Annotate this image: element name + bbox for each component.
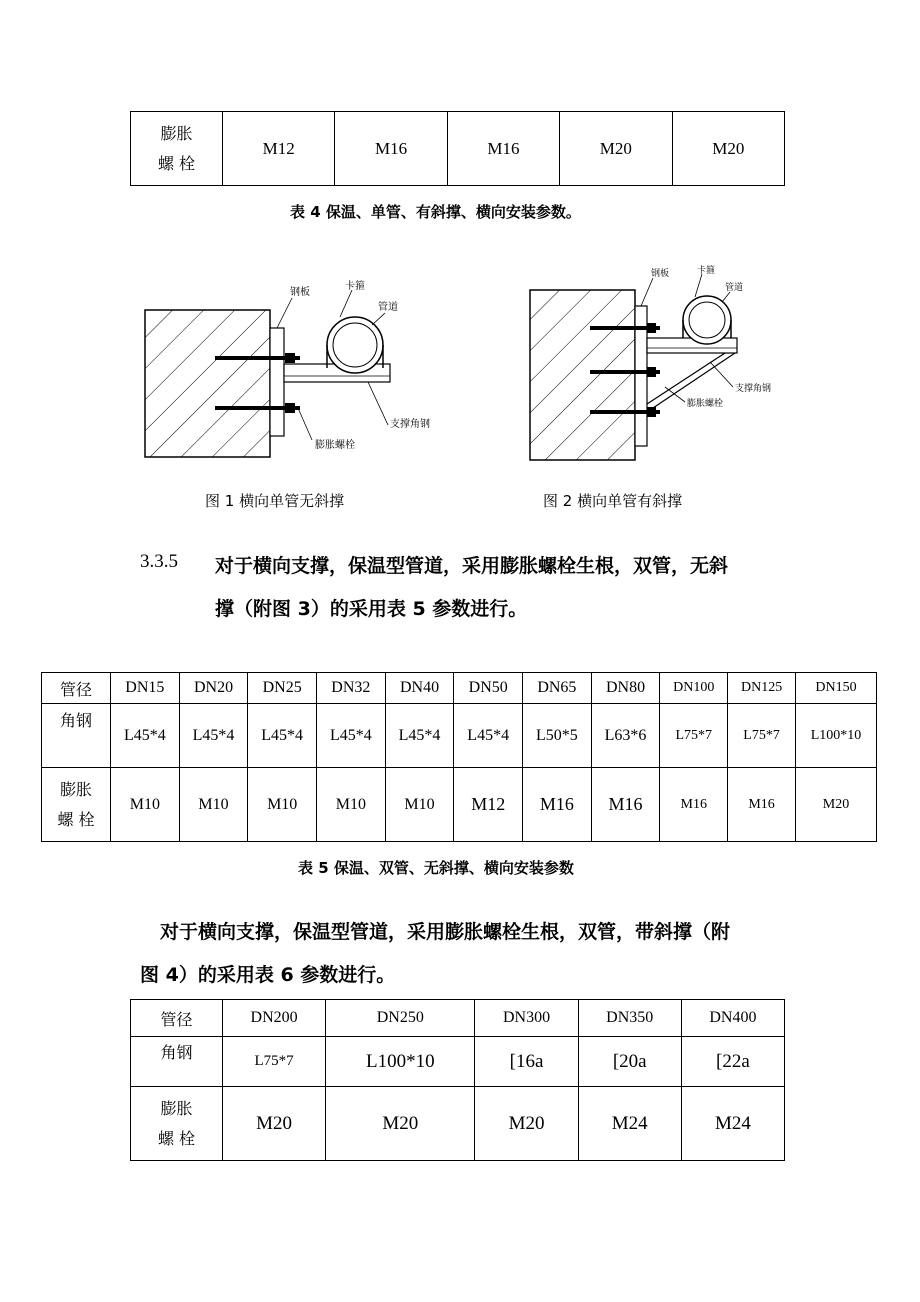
table6-bolt: M20 — [223, 1087, 326, 1161]
table6-dn: DN250 — [326, 1000, 475, 1037]
table5-caption: 表 5 保温、双管、无斜撑、横向安装参数 — [298, 859, 574, 877]
table5-dn: DN40 — [385, 673, 454, 704]
figure1-label-pipe: 管道 — [378, 302, 398, 313]
table6-dn: DN350 — [578, 1000, 681, 1037]
table6 — [130, 999, 785, 1161]
table6-bolt: M24 — [681, 1087, 784, 1161]
figure2-label-steel-plate: 钢板 — [651, 269, 670, 279]
figure2-label-pipe: 管道 — [725, 283, 744, 293]
table5-bolt: M16 — [728, 768, 796, 842]
figure2-label-angle: 支撑角钢 — [735, 384, 772, 394]
table5-dn: DN15 — [111, 673, 180, 704]
table6-angle: [16a — [475, 1037, 578, 1087]
table6-dn: DN300 — [475, 1000, 578, 1037]
table5-bolt: M16 — [591, 768, 660, 842]
table6-bolt: M24 — [578, 1087, 681, 1161]
figure2-label-bolt: 膨胀螺栓 — [687, 399, 724, 409]
para1-line2: 撑（附图 3）的采用表 5 参数进行。 — [215, 598, 528, 620]
table5-angle: L100*10 — [796, 704, 877, 768]
table5-angle: L45*4 — [317, 704, 386, 768]
figure1-caption: 图 1 横向单管无斜撑 — [205, 492, 345, 510]
table5-dn: DN32 — [317, 673, 386, 704]
table4-partial — [130, 111, 785, 186]
table5-bolt: M10 — [111, 768, 180, 842]
table5-bolt: M16 — [523, 768, 592, 842]
table5-dn: DN125 — [728, 673, 796, 704]
table6-angle-label: 角钢 — [131, 1037, 223, 1087]
table5-angle: L45*4 — [179, 704, 248, 768]
table5-dn: DN80 — [591, 673, 660, 704]
figure2-diagram — [525, 262, 785, 462]
table6-angle: L75*7 — [223, 1037, 326, 1087]
table5-bolt: M10 — [317, 768, 386, 842]
para2-line1: 对于横向支撑，保温型管道，采用膨胀螺栓生根，双管，带斜撑（附 — [160, 921, 731, 943]
figure1-label-clamp: 卡箍 — [345, 281, 365, 292]
table5-angle: L75*7 — [660, 704, 728, 768]
table6-dn: DN400 — [681, 1000, 784, 1037]
table5-dn: DN150 — [796, 673, 877, 704]
table5-bolt: M16 — [660, 768, 728, 842]
table6-dn: DN200 — [223, 1000, 326, 1037]
table5-angle: L45*4 — [385, 704, 454, 768]
figure1-label-angle: 支撑角钢 — [390, 419, 430, 430]
figure1-diagram — [140, 280, 440, 460]
figure2-label-clamp: 卡箍 — [697, 266, 716, 276]
table5-bolt: M10 — [248, 768, 317, 842]
table6-header-label: 管径 — [131, 1000, 223, 1037]
figure2-caption: 图 2 横向单管有斜撑 — [543, 492, 683, 510]
table6-bolt: M20 — [475, 1087, 578, 1161]
table5-angle: L45*4 — [454, 704, 523, 768]
table6-angle: [22a — [681, 1037, 784, 1087]
table4-cell: M16 — [335, 112, 447, 186]
table5-dn: DN100 — [660, 673, 728, 704]
table5-angle: L63*6 — [591, 704, 660, 768]
table6-bolt-label: 膨胀 螺 栓 — [131, 1087, 223, 1161]
table5-bolt: M12 — [454, 768, 523, 842]
table5-bolt: M20 — [796, 768, 877, 842]
table6-bolt: M20 — [326, 1087, 475, 1161]
table6-angle: [20a — [578, 1037, 681, 1087]
table4-cell: M20 — [672, 112, 784, 186]
table5-angle: L45*4 — [248, 704, 317, 768]
table5-dn: DN20 — [179, 673, 248, 704]
table5-angle-label: 角钢 — [42, 704, 111, 768]
para1-line1: 对于横向支撑，保温型管道，采用膨胀螺栓生根，双管，无斜 — [215, 555, 729, 577]
table5-bolt: M10 — [179, 768, 248, 842]
table4-bolt-label: 膨胀 螺 栓 — [131, 112, 223, 186]
para2-line2: 图 4）的采用表 6 参数进行。 — [140, 964, 396, 986]
table5-angle: L50*5 — [523, 704, 592, 768]
table5-bolt: M10 — [385, 768, 454, 842]
table5-dn: DN50 — [454, 673, 523, 704]
table5-dn: DN25 — [248, 673, 317, 704]
table5-header-label: 管径 — [42, 673, 111, 704]
table4-cell: M20 — [560, 112, 672, 186]
table5-bolt-label: 膨胀 螺 栓 — [42, 768, 111, 842]
figure1-label-bolt: 膨胀螺栓 — [315, 440, 355, 451]
table6-angle: L100*10 — [326, 1037, 475, 1087]
table4-cell: M16 — [447, 112, 559, 186]
table5 — [41, 672, 877, 842]
table5-dn: DN65 — [523, 673, 592, 704]
table4-cell: M12 — [223, 112, 335, 186]
figure1-label-steel-plate: 钢板 — [290, 287, 310, 298]
table5-angle: L75*7 — [728, 704, 796, 768]
table5-angle: L45*4 — [111, 704, 180, 768]
section-number: 3.3.5 — [140, 551, 178, 572]
table4-caption: 表 4 保温、单管、有斜撑、横向安装参数。 — [290, 203, 581, 221]
